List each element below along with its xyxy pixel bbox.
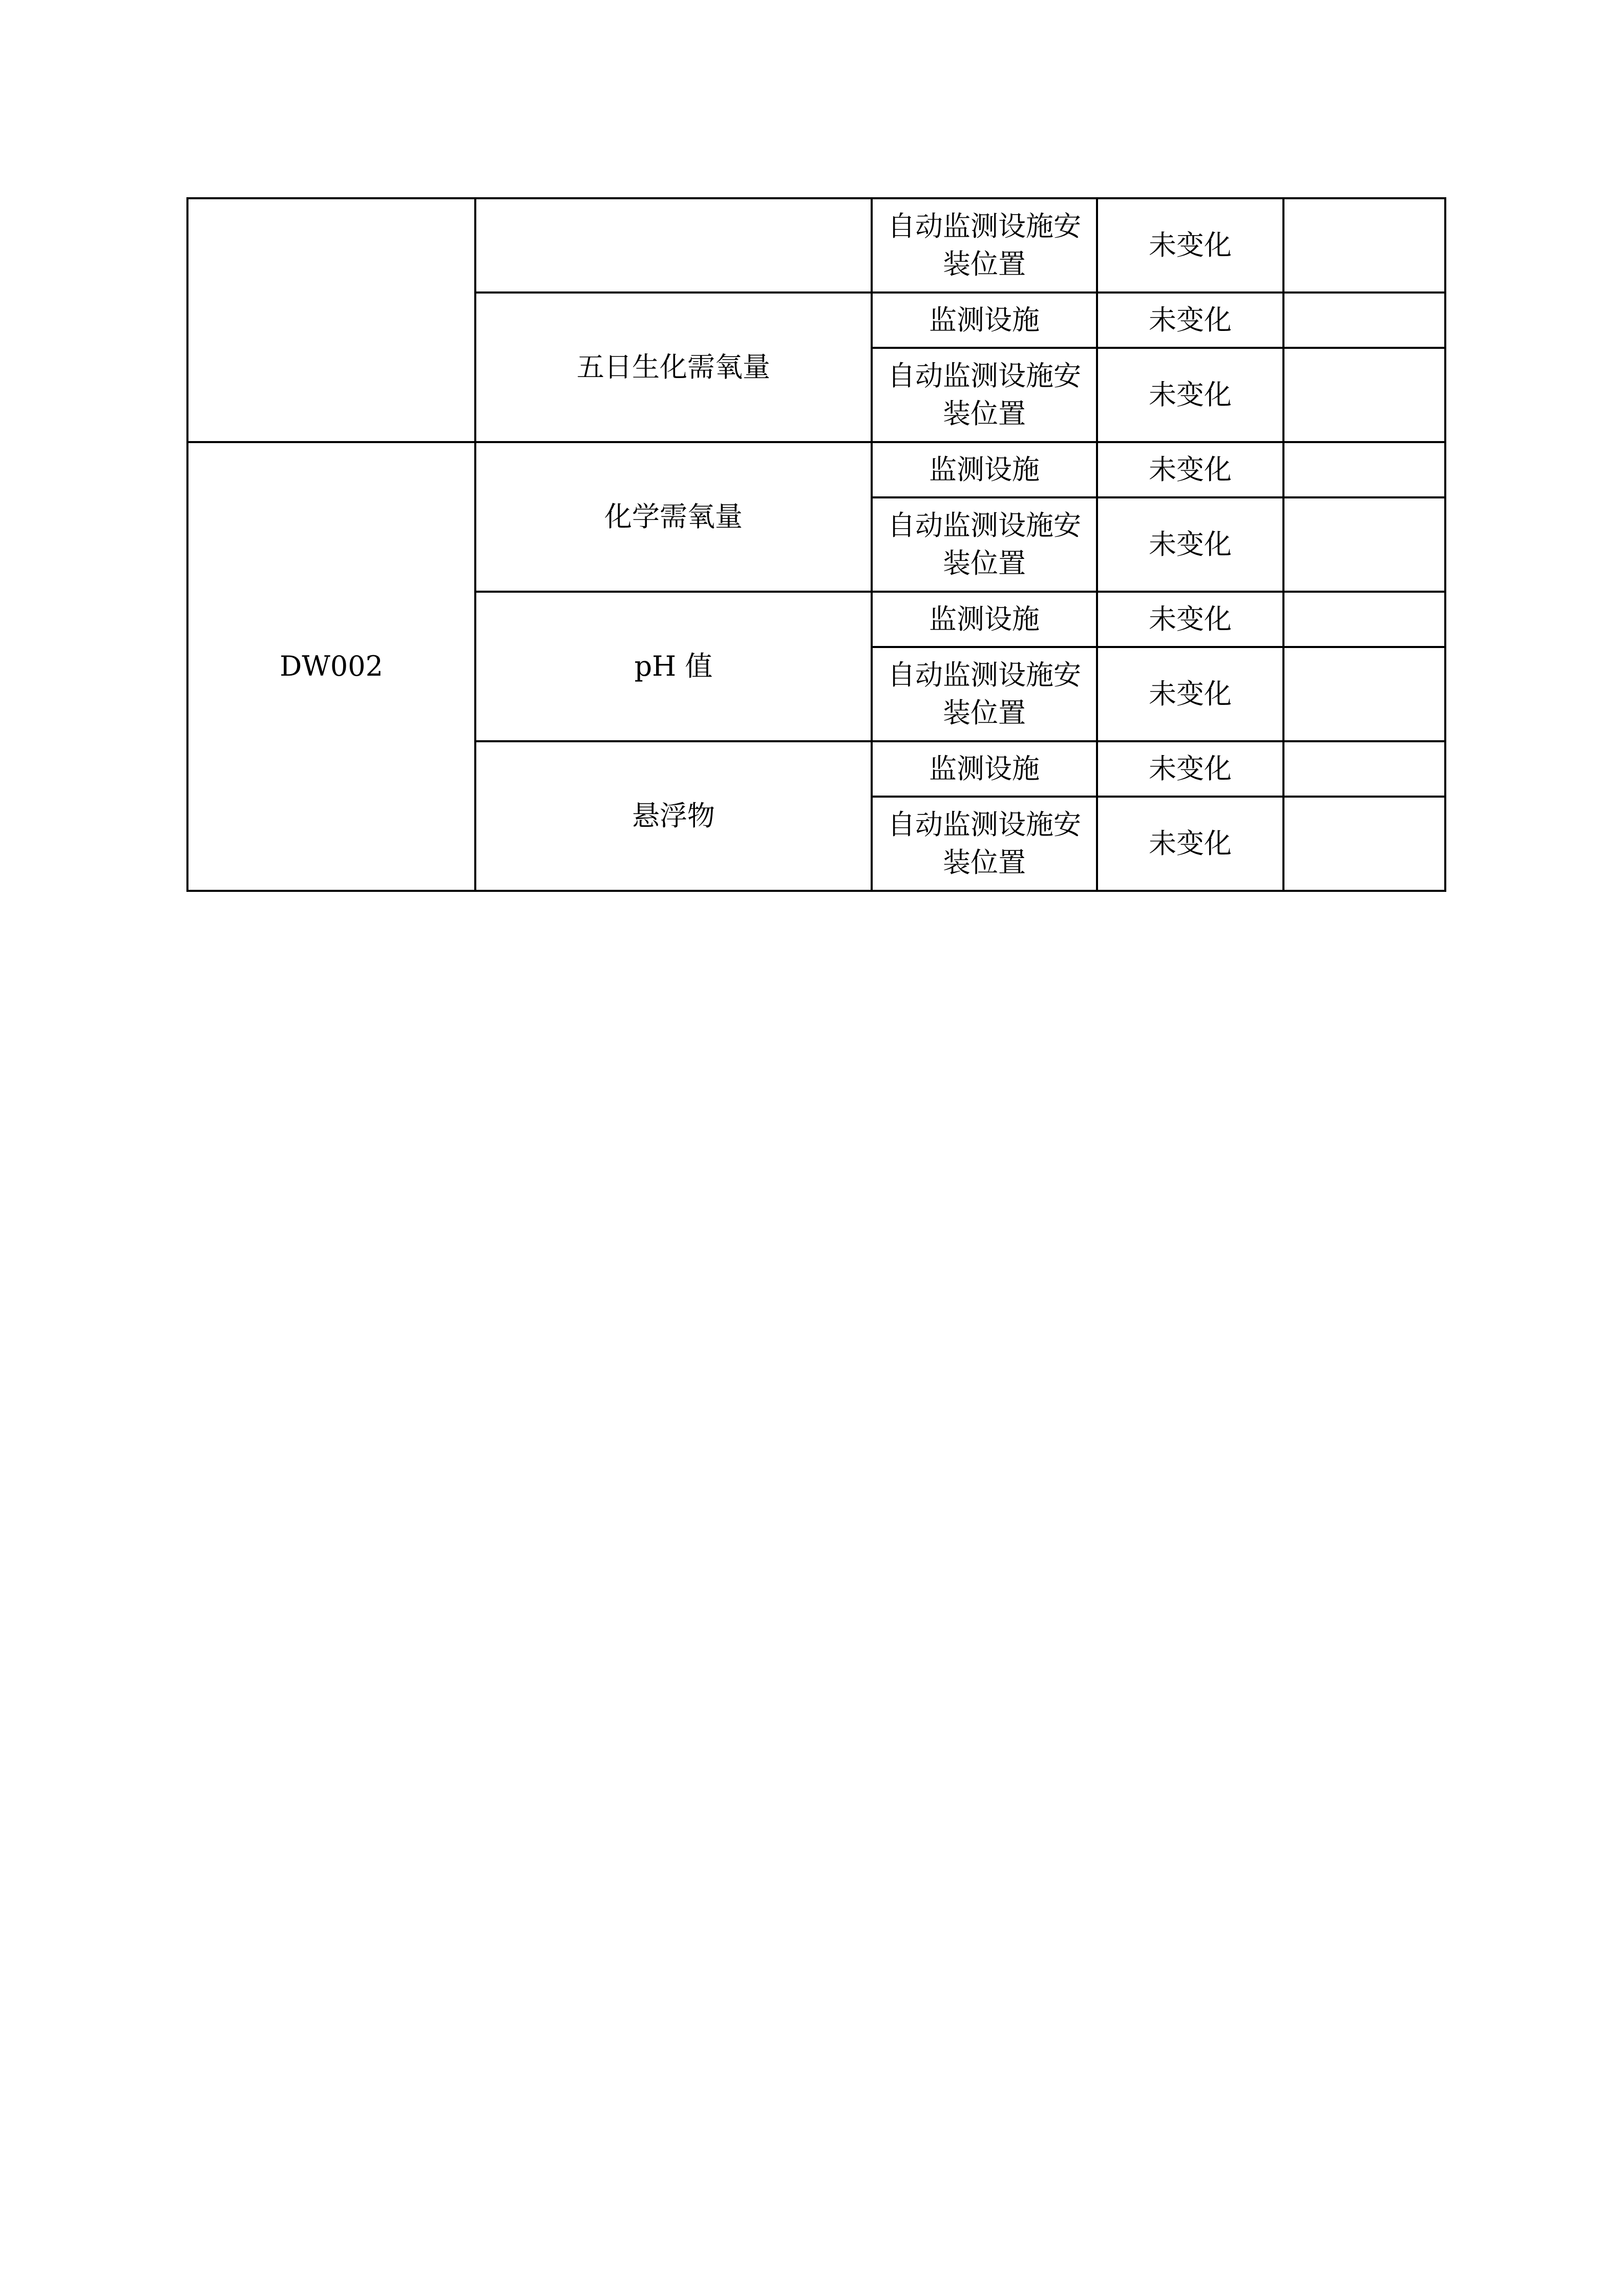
remark-cell bbox=[1283, 348, 1445, 442]
item-cell: 监测设施 bbox=[872, 741, 1097, 797]
remark-cell bbox=[1283, 797, 1445, 891]
item-cell: 自动监测设施安装位置 bbox=[872, 198, 1097, 293]
remark-cell bbox=[1283, 198, 1445, 293]
pollutant-cell: 悬浮物 bbox=[475, 741, 872, 891]
remark-cell bbox=[1283, 741, 1445, 797]
remark-cell bbox=[1283, 442, 1445, 497]
outlet-cell bbox=[187, 198, 475, 442]
status-cell: 未变化 bbox=[1097, 442, 1283, 497]
pollutant-cell: 化学需氧量 bbox=[475, 442, 872, 592]
pollutant-cell: pH 值 bbox=[475, 592, 872, 741]
remark-cell bbox=[1283, 647, 1445, 741]
table-row bbox=[187, 442, 1445, 497]
outlet-cell: DW002 bbox=[187, 442, 475, 891]
status-cell: 未变化 bbox=[1097, 198, 1283, 293]
item-cell: 自动监测设施安装位置 bbox=[872, 797, 1097, 891]
status-cell: 未变化 bbox=[1097, 741, 1283, 797]
item-cell: 自动监测设施安装位置 bbox=[872, 348, 1097, 442]
item-cell: 监测设施 bbox=[872, 293, 1097, 348]
item-cell: 监测设施 bbox=[872, 442, 1097, 497]
status-cell: 未变化 bbox=[1097, 348, 1283, 442]
remark-cell bbox=[1283, 497, 1445, 592]
item-cell: 自动监测设施安装位置 bbox=[872, 647, 1097, 741]
table-row bbox=[187, 198, 1445, 293]
status-cell: 未变化 bbox=[1097, 293, 1283, 348]
status-cell: 未变化 bbox=[1097, 497, 1283, 592]
status-cell: 未变化 bbox=[1097, 592, 1283, 647]
remark-cell bbox=[1283, 592, 1445, 647]
status-cell: 未变化 bbox=[1097, 647, 1283, 741]
pollutant-cell bbox=[475, 198, 872, 293]
item-cell: 监测设施 bbox=[872, 592, 1097, 647]
pollutant-cell: 五日生化需氧量 bbox=[475, 293, 872, 442]
monitoring-change-table bbox=[186, 197, 1446, 892]
remark-cell bbox=[1283, 293, 1445, 348]
item-cell: 自动监测设施安装位置 bbox=[872, 497, 1097, 592]
status-cell: 未变化 bbox=[1097, 797, 1283, 891]
